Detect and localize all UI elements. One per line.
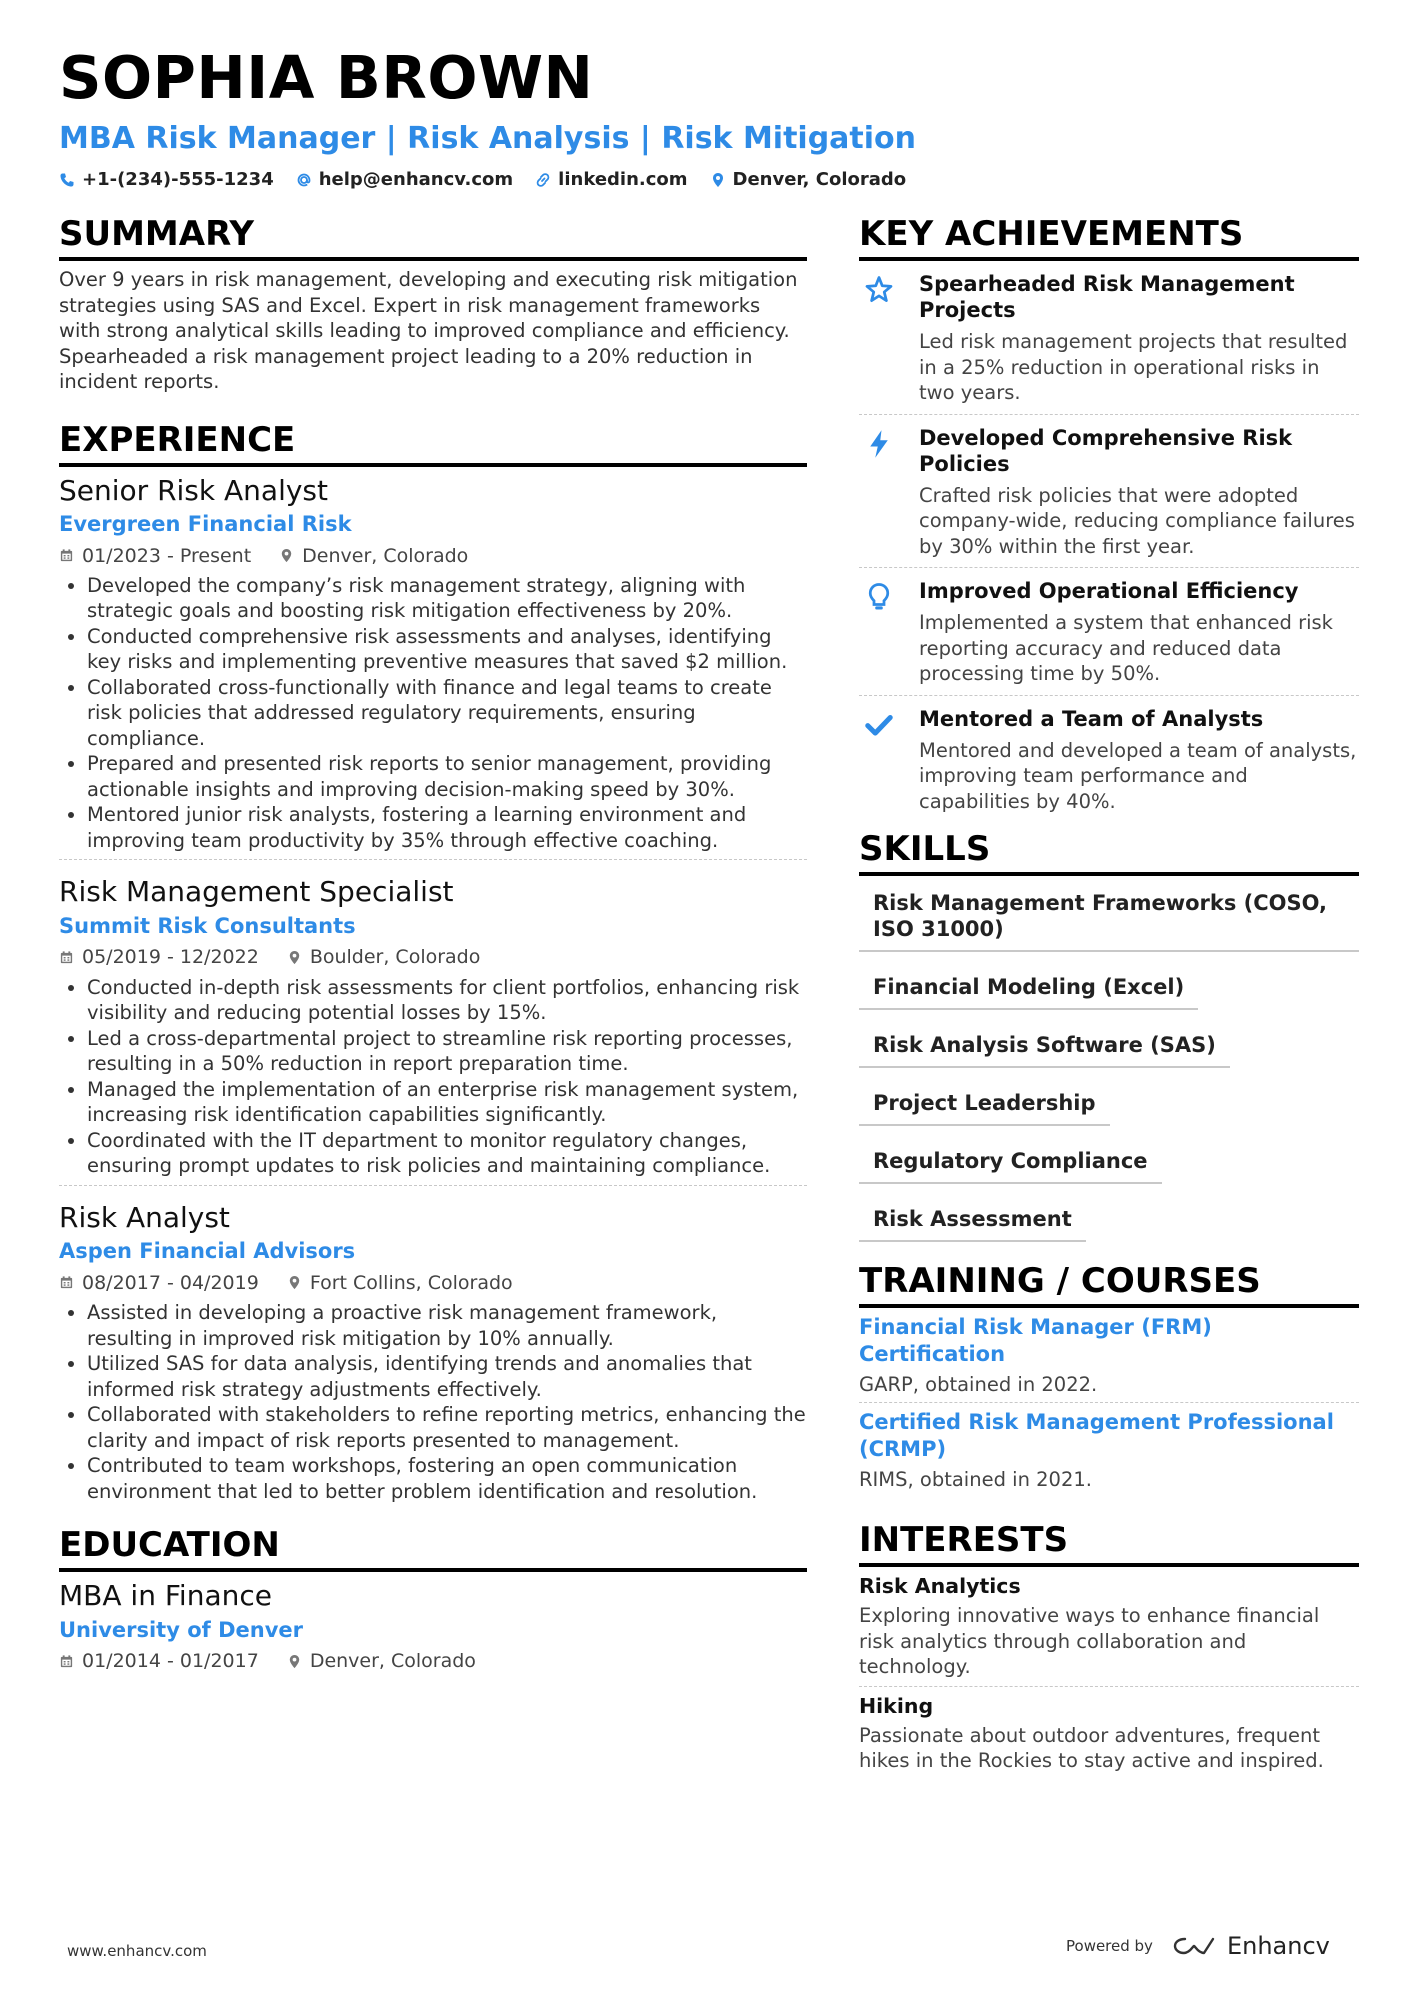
job-meta bbox=[59, 541, 807, 571]
at-sign-icon bbox=[296, 172, 312, 188]
contact-email[interactable] bbox=[296, 169, 513, 190]
interest-title: Hiking bbox=[859, 1693, 934, 1718]
job-entry bbox=[59, 859, 807, 1184]
interest-desc: Passionate about outdoor adventures, frequent hikes in the Rockies to stay active and inspired. bbox=[859, 1723, 1324, 1773]
map-pin-icon bbox=[279, 548, 294, 563]
achievement-desc: Led risk management projects that resulted in a 25% reduction in operational risks in two years. bbox=[919, 330, 1348, 405]
job-bullet: • Contributed to team workshops, fostering an open communication environment that led to better problem identification and resolution. bbox=[87, 1453, 807, 1504]
job-bullet: • Conducted comprehensive risk assessments and analyses, identifying key risks and implementing preventive measures that saved $2 million. bbox=[87, 624, 807, 675]
email-text: help@enhancv.com bbox=[318, 169, 514, 190]
job-location: Denver, Colorado bbox=[302, 544, 469, 567]
job-entry bbox=[59, 1185, 807, 1510]
contact-bar bbox=[59, 169, 1359, 190]
summary-section bbox=[59, 215, 807, 395]
job-bullet: • Collaborated cross-functionally with finance and legal teams to create risk policies that addressed regulatory requirements, ensuring compliance. bbox=[87, 675, 807, 752]
education-entry bbox=[59, 1578, 807, 1682]
phone-text: +1-(234)-555-1234 bbox=[82, 169, 274, 190]
training-section bbox=[859, 1262, 1359, 1497]
job-title: Risk Analyst bbox=[59, 1200, 230, 1234]
job-bullets bbox=[59, 573, 807, 854]
course-title: Financial Risk Manager (FRM) Certification bbox=[859, 1315, 1212, 1367]
degree-title: MBA in Finance bbox=[59, 1579, 272, 1613]
interest-item bbox=[859, 1567, 1359, 1686]
map-pin-icon bbox=[287, 1275, 302, 1290]
summary-text: Over 9 years in risk management, developing and executing risk mitigation strategies using SAS and Excel. Expert in risk management frameworks with strong analytical skills leading to improved compliance and efficiency. Spearheaded a risk management project leading to a 20% reduction in incident reports. bbox=[59, 268, 798, 394]
skill-tag: Regulatory Compliance bbox=[859, 1142, 1162, 1184]
job-title: Risk Management Specialist bbox=[59, 875, 454, 909]
star-icon bbox=[864, 275, 894, 305]
achievement-item bbox=[859, 261, 1359, 414]
map-pin-icon bbox=[287, 1654, 302, 1669]
achievement-desc: Crafted risk policies that were adopted company-wide, reducing compliance failures by 30% within the first year. bbox=[919, 483, 1355, 558]
lightbulb-icon bbox=[864, 582, 894, 612]
lightning-icon bbox=[864, 429, 894, 459]
left-column bbox=[59, 215, 807, 1682]
achievement-title: Mentored a Team of Analysts bbox=[919, 706, 1264, 731]
interests-heading: INTERESTS bbox=[859, 1521, 1359, 1567]
job-meta bbox=[59, 942, 807, 972]
linkedin-text: linkedin.com bbox=[558, 169, 688, 190]
contact-linkedin[interactable] bbox=[535, 169, 687, 190]
skills-heading: SKILLS bbox=[859, 830, 1359, 876]
course-desc: GARP, obtained in 2022. bbox=[859, 1373, 1098, 1397]
interests-section bbox=[859, 1521, 1359, 1780]
calendar-icon bbox=[59, 950, 74, 965]
job-bullet: • Developed the company’s risk management strategy, aligning with strategic goals and boosting risk mitigation effectiveness by 20%. bbox=[87, 573, 807, 624]
achievements-heading: KEY ACHIEVEMENTS bbox=[859, 215, 1359, 261]
interest-title: Risk Analytics bbox=[859, 1574, 1021, 1599]
course-item bbox=[859, 1308, 1359, 1402]
map-pin-icon bbox=[710, 172, 726, 188]
job-entry bbox=[59, 473, 807, 860]
achievement-title: Spearheaded Risk Management Projects bbox=[919, 272, 1295, 323]
education-dates: 01/2014 - 01/2017 bbox=[82, 1650, 259, 1673]
achievement-title: Developed Comprehensive Risk Policies bbox=[919, 425, 1293, 476]
job-title: Senior Risk Analyst bbox=[59, 473, 328, 507]
calendar-icon bbox=[59, 1275, 74, 1290]
location-text: Denver, Colorado bbox=[732, 169, 907, 190]
job-meta bbox=[59, 1268, 807, 1298]
course-title: Certified Risk Management Professional (CRMP) bbox=[859, 1410, 1334, 1462]
job-bullet: • Managed the implementation of an enterprise risk management system, increasing risk identification capabilities significantly. bbox=[87, 1077, 807, 1128]
resume-header bbox=[59, 40, 1359, 190]
company-name: Summit Risk Consultants bbox=[59, 913, 356, 938]
contact-phone[interactable] bbox=[59, 169, 274, 190]
achievements-section bbox=[859, 215, 1359, 822]
checkmark-icon bbox=[864, 710, 894, 740]
job-bullet: • Led a cross-departmental project to streamline risk reporting processes, resulting in a 50% reduction in report preparation time. bbox=[87, 1026, 807, 1077]
phone-icon bbox=[59, 172, 75, 188]
job-bullet: • Collaborated with stakeholders to refine reporting metrics, enhancing the clarity and impact of risk reports presented to management. bbox=[87, 1402, 807, 1453]
job-bullets bbox=[59, 975, 807, 1179]
link-icon bbox=[535, 172, 551, 188]
job-dates: 01/2023 - Present bbox=[82, 544, 252, 567]
interest-item bbox=[859, 1686, 1359, 1780]
footer-website[interactable]: www.enhancv.com bbox=[67, 1942, 207, 1960]
achievement-desc: Implemented a system that enhanced risk reporting accuracy and reduced data processing time by 50%. bbox=[919, 611, 1333, 686]
job-bullet: • Coordinated with the IT department to monitor regulatory changes, ensuring prompt updates to risk policies and maintaining compliance. bbox=[87, 1128, 807, 1179]
skill-tag: Project Leadership bbox=[859, 1084, 1110, 1126]
brand-name: Enhancv bbox=[1226, 1932, 1330, 1960]
skill-tag: Financial Modeling (Excel) bbox=[859, 968, 1198, 1010]
candidate-name: SOPHIA BROWN bbox=[59, 43, 594, 112]
job-location: Fort Collins, Colorado bbox=[309, 1271, 513, 1294]
enhancv-logo-icon bbox=[1171, 1935, 1217, 1957]
calendar-icon bbox=[59, 548, 74, 563]
summary-heading: SUMMARY bbox=[59, 215, 807, 261]
job-dates: 05/2019 - 12/2022 bbox=[82, 946, 259, 969]
contact-location bbox=[710, 169, 907, 190]
interest-desc: Exploring innovative ways to enhance financial risk analytics through collaboration and technology. bbox=[859, 1604, 1320, 1679]
education-meta bbox=[59, 1646, 807, 1676]
powered-by-label: Powered by bbox=[1066, 1937, 1153, 1955]
enhancv-logo[interactable] bbox=[1171, 1932, 1330, 1960]
achievement-title: Improved Operational Efficiency bbox=[919, 579, 1299, 604]
job-bullet: • Conducted in-depth risk assessments for client portfolios, enhancing risk visibility and reducing potential losses by 15%. bbox=[87, 975, 807, 1026]
company-name: Evergreen Financial Risk bbox=[59, 512, 352, 537]
course-desc: RIMS, obtained in 2021. bbox=[859, 1468, 1092, 1492]
job-bullets bbox=[59, 1300, 807, 1504]
skill-tag: Risk Analysis Software (SAS) bbox=[859, 1026, 1230, 1068]
experience-section bbox=[59, 421, 807, 1510]
job-dates: 08/2017 - 04/2019 bbox=[82, 1271, 259, 1294]
school-name: University of Denver bbox=[59, 1617, 304, 1642]
achievement-item bbox=[859, 695, 1359, 823]
right-column bbox=[859, 215, 1359, 1780]
skills-list bbox=[859, 884, 1359, 1258]
job-bullet: • Prepared and presented risk reports to senior management, providing actionable insights and improving decision-making speed by 30%. bbox=[87, 751, 807, 802]
company-name: Aspen Financial Advisors bbox=[59, 1239, 356, 1264]
skill-tag: Risk Management Frameworks (COSO, ISO 31000) bbox=[859, 884, 1359, 952]
job-location: Boulder, Colorado bbox=[309, 946, 481, 969]
education-location: Denver, Colorado bbox=[309, 1650, 476, 1673]
education-heading: EDUCATION bbox=[59, 1526, 807, 1572]
skills-section bbox=[859, 830, 1359, 1258]
training-heading: TRAINING / COURSES bbox=[859, 1262, 1359, 1308]
course-item bbox=[859, 1402, 1359, 1497]
job-bullet: • Mentored junior risk analysts, fostering a learning environment and improving team productivity by 35% through effective coaching. bbox=[87, 802, 807, 853]
achievement-desc: Mentored and developed a team of analysts, improving team performance and capabilities by 40%. bbox=[919, 738, 1357, 813]
skill-tag: Risk Assessment bbox=[859, 1200, 1086, 1242]
calendar-icon bbox=[59, 1654, 74, 1669]
experience-heading: EXPERIENCE bbox=[59, 421, 807, 467]
job-bullet: • Assisted in developing a proactive risk management framework, resulting in improved risk mitigation by 10% annually. bbox=[87, 1300, 807, 1351]
job-bullet: • Utilized SAS for data analysis, identifying trends and anomalies that informed risk strategy adjustments effectively. bbox=[87, 1351, 807, 1402]
achievement-item bbox=[859, 414, 1359, 568]
footer-branding bbox=[1066, 1932, 1330, 1960]
achievement-item bbox=[859, 567, 1359, 695]
candidate-headline: MBA Risk Manager | Risk Analysis | Risk Mitigation bbox=[59, 121, 917, 156]
map-pin-icon bbox=[287, 950, 302, 965]
education-section bbox=[59, 1526, 807, 1682]
